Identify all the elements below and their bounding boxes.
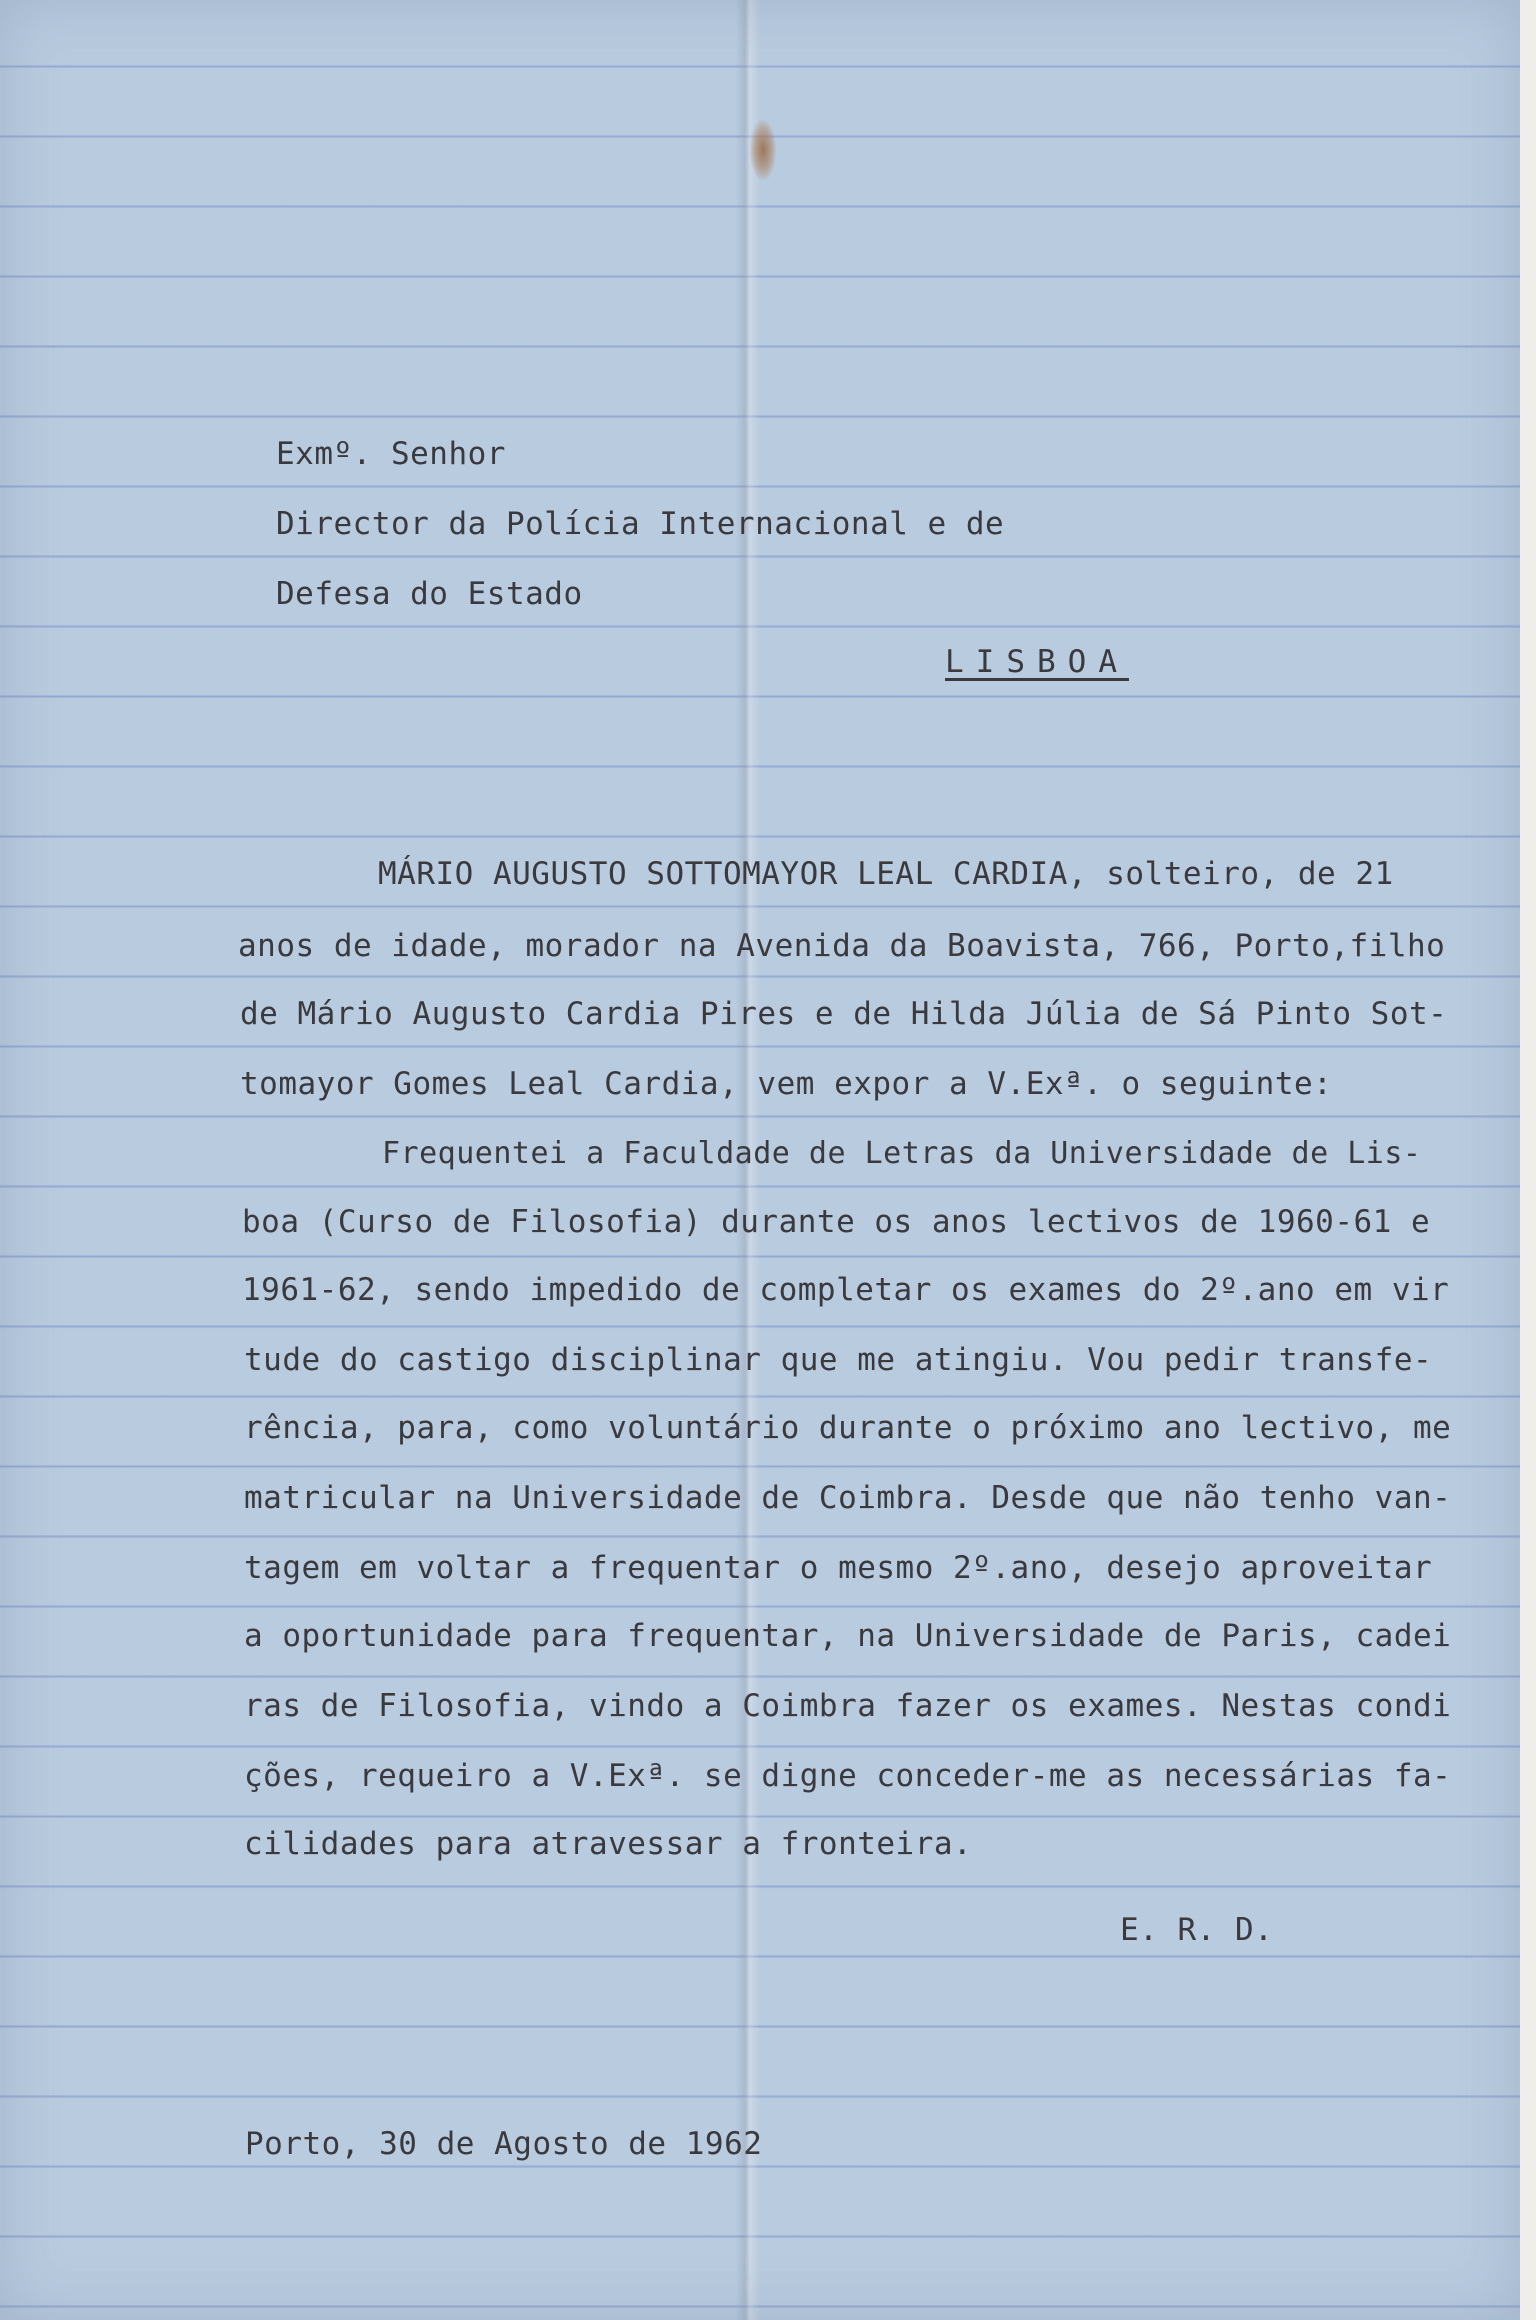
body-line-13: ras de Filosofia, vindo a Coimbra fazer os exames. Nestas condi [244,1688,1452,1724]
body-line-3: de Mário Augusto Cardia Pires e de Hilda Júlia de Sá Pinto Sot- [240,996,1448,1032]
body-line-4: tomayor Gomes Leal Cardia, vem expor a V.Exª. o seguinte: [240,1066,1333,1102]
body-line-6: boa (Curso de Filosofia) durante os anos lectivos de 1960-61 e [242,1204,1431,1240]
addressee-line-2: Defesa do Estado [276,576,583,612]
body-line-9: rência, para, como voluntário durante o próximo ano lectivo, me [244,1410,1452,1446]
body-line-11: tagem em voltar a frequentar o mesmo 2º.ano, desejo aproveitar [244,1550,1433,1586]
date-line: Porto, 30 de Agosto de 1962 [245,2126,763,2162]
body-line-14: ções, requeiro a V.Exª. se digne conceder-me as necessárias fa- [244,1758,1452,1794]
body-line-10: matricular na Universidade de Coimbra. Desde que não tenho van- [244,1480,1452,1516]
scan-margin [1520,0,1536,2320]
closing-erd: E. R. D. [1120,1912,1274,1948]
salutation: Exmº. Senhor [276,436,506,472]
body-line-1: MÁRIO AUGUSTO SOTTOMAYOR LEAL CARDIA, solteiro, de 21 [378,856,1394,892]
rust-stain [750,120,776,180]
addressee-line-1: Director da Polícia Internacional e de [276,506,1005,542]
body-line-12: a oportunidade para frequentar, na Universidade de Paris, cadei [244,1618,1452,1654]
body-line-2: anos de idade, morador na Avenida da Boavista, 766, Porto,filho [238,928,1446,964]
body-line-5: Frequentei a Faculdade de Letras da Universidade de Lis- [382,1136,1422,1171]
city-heading: LISBOA [945,644,1129,680]
body-line-7: 1961-62, sendo impedido de completar os exames do 2º.ano em vir [242,1272,1450,1308]
body-line-8: tude do castigo disciplinar que me atingiu. Vou pedir transfe- [244,1342,1433,1378]
body-line-15: cilidades para atravessar a fronteira. [244,1826,973,1862]
